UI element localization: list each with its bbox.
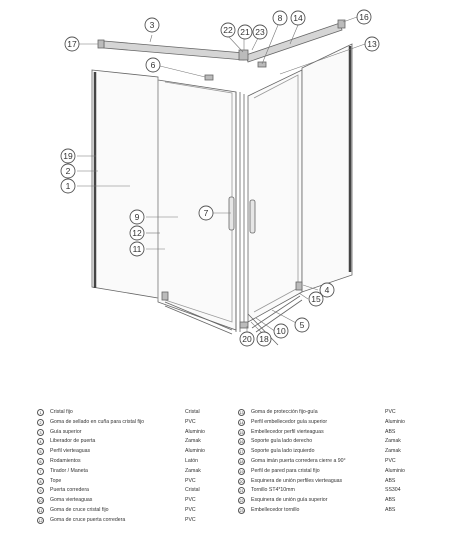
legend-label: Puerta corredera xyxy=(50,487,89,494)
legend-material: Zamak xyxy=(385,448,401,455)
wall-bracket-right xyxy=(338,20,345,28)
legend-number: 11 xyxy=(38,509,43,513)
callout-number: 17 xyxy=(67,39,77,50)
callout-6 xyxy=(146,58,160,72)
callout-21 xyxy=(238,25,252,39)
legend-number: 17 xyxy=(239,450,244,455)
legend-material: PVC xyxy=(185,497,196,504)
door-handle-left xyxy=(229,197,234,230)
legend-label: Goma de protección fijo-guía xyxy=(251,409,318,415)
callout-number: 20 xyxy=(242,334,252,345)
callout-12 xyxy=(130,226,144,240)
callout-5 xyxy=(295,318,309,332)
legend-label: Perfil embellecedor guía superior xyxy=(251,418,328,425)
legend-material: SS304 xyxy=(385,487,401,494)
callout-number: 3 xyxy=(149,20,155,31)
legend-label: Tirador / Maneta xyxy=(50,467,88,474)
callout-number: 10 xyxy=(276,326,286,337)
legend-label: Guía superior xyxy=(50,428,82,435)
sliding-door-left xyxy=(158,80,236,330)
legend-material: Zamak xyxy=(185,467,201,474)
callout-9 xyxy=(130,210,144,224)
callout-number: 6 xyxy=(150,60,156,71)
legend-number: 21 xyxy=(239,489,244,494)
callout-number: 11 xyxy=(132,244,142,255)
corner-joint-top xyxy=(239,50,248,60)
legend-label: Perfil vierteaguas xyxy=(50,448,91,455)
legend-material: Aluminio xyxy=(385,467,405,474)
legend-material: Aluminio xyxy=(185,448,205,455)
legend-label: Goma imán puerta corredera cierre a 90° xyxy=(251,458,346,464)
legend-number: 20 xyxy=(239,479,244,484)
legend-material: Cristal xyxy=(185,487,200,494)
legend-material: Aluminio xyxy=(385,418,405,425)
legend-material: ABS xyxy=(385,507,396,513)
fixed-glass-right xyxy=(302,44,352,292)
legend-number: 18 xyxy=(239,460,244,464)
legend-material: Zamak xyxy=(185,438,201,445)
callout-1 xyxy=(61,179,75,193)
callout-13 xyxy=(365,37,379,51)
legend-material: PVC xyxy=(185,477,196,484)
fixed-glass-left xyxy=(92,70,158,298)
legend-number: 2 xyxy=(37,419,44,426)
legend-label: Soporte guía lado izquierdo xyxy=(251,448,315,455)
callout-18 xyxy=(257,332,271,346)
legend-material: ABS xyxy=(385,497,396,504)
callout-22 xyxy=(221,23,235,37)
legend-label: Goma vierteaguas xyxy=(50,497,93,504)
legend-number: 3 xyxy=(37,429,44,436)
callout-7 xyxy=(199,206,213,220)
callout-number: 2 xyxy=(65,166,71,177)
callout-number: 19 xyxy=(63,151,73,162)
legend-number: 10 xyxy=(38,499,43,504)
legend-label: Goma de sellado en cuña para cristal fijo xyxy=(50,418,145,425)
legend-label: Goma de cruce puerta corredera xyxy=(50,516,126,523)
callout-number: 8 xyxy=(277,13,283,24)
legend-material: PVC xyxy=(185,418,196,425)
callout-16 xyxy=(357,10,371,24)
callout-number: 12 xyxy=(132,228,142,239)
callout-2 xyxy=(61,164,75,178)
wall-bracket-left xyxy=(98,40,104,48)
legend-label: Cristal fijo xyxy=(50,409,73,415)
legend-number: 1 xyxy=(37,409,44,416)
legend-label: Perfil de pared para cristal fijo xyxy=(251,467,320,474)
legend-label: Tornillo ST4*10mm xyxy=(251,487,295,494)
legend-number: 13 xyxy=(239,411,244,415)
legend-material: Zamak xyxy=(385,438,401,445)
callout-14 xyxy=(291,11,305,25)
callout-3 xyxy=(145,18,159,32)
legend-number: 7 xyxy=(37,468,44,475)
callout-number: 15 xyxy=(311,294,321,305)
legend-material: ABS xyxy=(385,477,396,484)
legend-number: 15 xyxy=(239,430,244,435)
legend-label: Soporte guía lado derecho xyxy=(251,438,313,445)
callout-number: 7 xyxy=(203,208,209,219)
legend-material: PVC xyxy=(185,507,196,513)
callout-19 xyxy=(61,149,75,163)
callout-15 xyxy=(309,292,323,306)
legend-number: 23 xyxy=(239,509,244,513)
legend-material: PVC xyxy=(385,409,396,415)
legend-label: Esquinera de unión guía superior xyxy=(251,497,328,504)
callout-number: 23 xyxy=(255,27,265,38)
legend-number: 16 xyxy=(239,440,244,445)
legend-number: 4 xyxy=(37,438,44,445)
legend-label: Rodamientos xyxy=(50,458,81,464)
callout-23 xyxy=(253,25,267,39)
legend-material: PVC xyxy=(385,458,396,464)
callout-number: 18 xyxy=(259,334,269,345)
callout-number: 13 xyxy=(367,39,377,50)
legend-label: Tope xyxy=(50,477,62,484)
legend-number: 14 xyxy=(239,420,244,425)
legend-number: 19 xyxy=(239,469,244,474)
callout-number: 21 xyxy=(240,27,250,38)
door-handle-right xyxy=(250,200,255,233)
legend-number: 9 xyxy=(37,487,44,494)
legend-material: Aluminio xyxy=(185,428,205,435)
legend-material: ABS xyxy=(385,428,396,435)
callout-17 xyxy=(65,37,79,51)
legend-label: Esquinera de unión perfiles vierteaguas xyxy=(251,477,343,484)
callout-number: 4 xyxy=(324,285,330,296)
callout-number: 9 xyxy=(134,212,140,223)
callout-number: 22 xyxy=(223,25,233,36)
callout-number: 1 xyxy=(65,181,71,192)
legend-label: Liberador de puerta xyxy=(50,438,96,445)
callout-number: 16 xyxy=(359,12,369,23)
sliding-door-right xyxy=(248,70,302,322)
callout-number: 5 xyxy=(299,320,305,331)
callout-10 xyxy=(274,324,288,338)
legend-label: Goma de cruce cristal fijo xyxy=(50,507,109,513)
legend-material: PVC xyxy=(185,516,196,523)
callout-11 xyxy=(130,242,144,256)
legend-number: 6 xyxy=(37,458,44,465)
parts-legend xyxy=(37,408,437,534)
legend-number: 12 xyxy=(38,518,43,523)
legend-label: Embellecedor tornillo xyxy=(251,507,300,513)
legend-material: Cristal xyxy=(185,409,200,415)
top-rail-left xyxy=(104,41,244,60)
callout-20 xyxy=(240,332,254,346)
callout-8 xyxy=(273,11,287,25)
callout-number: 14 xyxy=(293,13,303,24)
legend-number: 8 xyxy=(37,478,44,485)
legend-number: 22 xyxy=(239,499,244,504)
legend-number: 5 xyxy=(37,448,44,455)
legend-material: Latón xyxy=(185,458,198,464)
legend-label: Embellecedor perfil vierteaguas xyxy=(251,428,324,435)
